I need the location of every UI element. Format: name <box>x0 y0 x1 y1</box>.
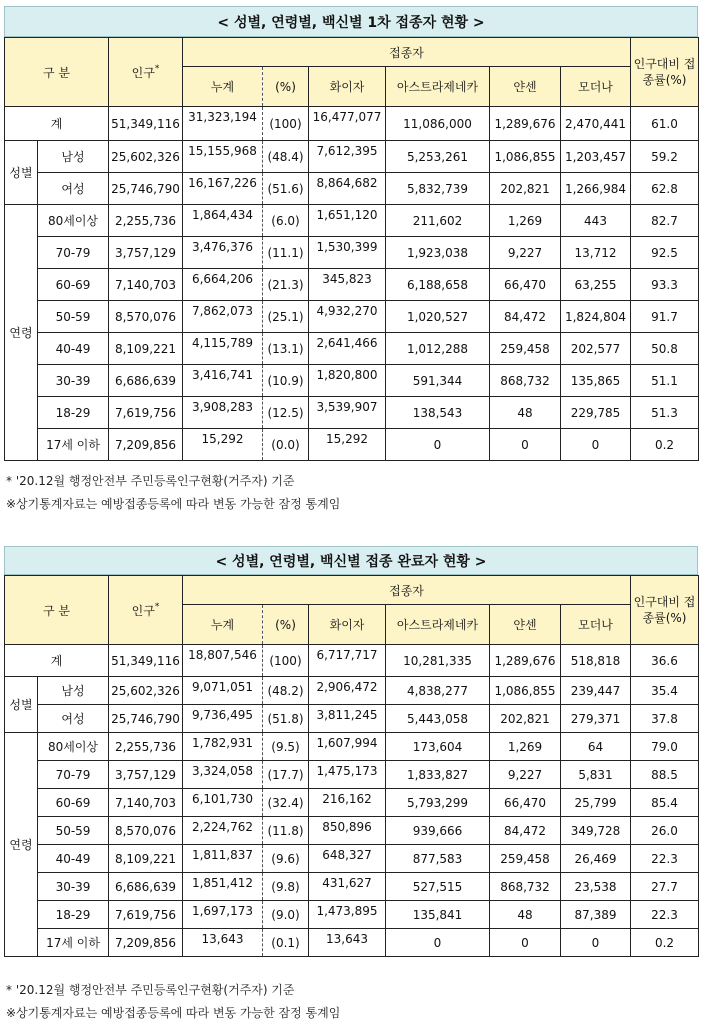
cell-cumulative: 3,476,376 <box>183 237 263 269</box>
row-label: 17세 이하 <box>38 929 109 957</box>
header-population-mark: * <box>154 601 160 612</box>
group-label-age: 연령 <box>5 205 38 461</box>
cell-percent: (11.8) <box>263 817 309 845</box>
table-row-age <box>5 929 699 957</box>
cell-cumulative: 6,664,206 <box>183 269 263 301</box>
cell-janssen: 1,289,676 <box>490 645 561 677</box>
table-row-age <box>5 301 699 333</box>
cell-rate: 27.7 <box>631 873 699 901</box>
table-row-age <box>5 901 699 929</box>
cell-percent: (9.6) <box>263 845 309 873</box>
fully-vaccinated-table-body <box>5 576 699 957</box>
cell-pfizer: 1,607,994 <box>309 733 386 761</box>
cell-astrazeneca: 4,838,277 <box>386 677 490 705</box>
cell-population: 2,255,736 <box>109 205 183 237</box>
cell-cumulative: 9,071,051 <box>183 677 263 705</box>
cell-cumulative: 3,416,741 <box>183 365 263 397</box>
cell-population: 25,746,790 <box>109 705 183 733</box>
first-dose-table-title: < 성별, 연령별, 백신별 1차 접종자 현황 > <box>4 6 698 37</box>
cell-pfizer: 216,162 <box>309 789 386 817</box>
row-label: 60-69 <box>38 269 109 301</box>
cell-moderna: 5,831 <box>561 761 631 789</box>
cell-janssen: 868,732 <box>490 873 561 901</box>
cell-population: 7,209,856 <box>109 429 183 461</box>
cell-population: 7,619,756 <box>109 397 183 429</box>
cell-moderna: 202,577 <box>561 333 631 365</box>
cell-janssen: 48 <box>490 397 561 429</box>
cell-cumulative: 3,324,058 <box>183 761 263 789</box>
row-label: 30-39 <box>38 365 109 397</box>
row-label: 남성 <box>38 677 109 705</box>
cell-rate: 92.5 <box>631 237 699 269</box>
cell-astrazeneca: 0 <box>386 929 490 957</box>
cell-percent: (48.2) <box>263 677 309 705</box>
cell-pfizer: 648,327 <box>309 845 386 873</box>
cell-pfizer: 345,823 <box>309 269 386 301</box>
cell-percent: (17.7) <box>263 761 309 789</box>
cell-astrazeneca: 5,253,261 <box>386 141 490 173</box>
cell-moderna: 443 <box>561 205 631 237</box>
cell-population: 25,602,326 <box>109 141 183 173</box>
row-label: 40-49 <box>38 845 109 873</box>
table-row-age <box>5 397 699 429</box>
cell-astrazeneca: 138,543 <box>386 397 490 429</box>
cell-moderna: 64 <box>561 733 631 761</box>
cell-moderna: 2,470,441 <box>561 107 631 141</box>
cell-moderna: 87,389 <box>561 901 631 929</box>
header-rate: 인구대비 접종률(%) <box>631 38 699 107</box>
header-astrazeneca: 아스트라제네카 <box>386 605 490 645</box>
cell-population: 51,349,116 <box>109 107 183 141</box>
cell-janssen: 0 <box>490 929 561 957</box>
cell-astrazeneca: 877,583 <box>386 845 490 873</box>
cell-population: 6,686,639 <box>109 873 183 901</box>
cell-rate: 22.3 <box>631 901 699 929</box>
cell-population: 7,209,856 <box>109 929 183 957</box>
cell-population: 25,746,790 <box>109 173 183 205</box>
cell-rate: 51.3 <box>631 397 699 429</box>
table-row-age <box>5 789 699 817</box>
cell-astrazeneca: 1,012,288 <box>386 333 490 365</box>
fully-vaccinated-table-title: < 성별, 연령별, 백신별 접종 완료자 현황 > <box>4 546 698 575</box>
cell-moderna: 239,447 <box>561 677 631 705</box>
cell-percent: (13.1) <box>263 333 309 365</box>
row-label: 70-79 <box>38 237 109 269</box>
cell-pfizer: 431,627 <box>309 873 386 901</box>
cell-astrazeneca: 0 <box>386 429 490 461</box>
cell-pfizer: 1,651,120 <box>309 205 386 237</box>
cell-percent: (11.1) <box>263 237 309 269</box>
cell-janssen: 202,821 <box>490 173 561 205</box>
cell-population: 7,140,703 <box>109 789 183 817</box>
cell-cumulative: 7,862,073 <box>183 301 263 333</box>
row-label: 18-29 <box>38 901 109 929</box>
first-dose-note-provisional: ※상기통계자료는 예방접종등록에 따라 변동 가능한 잠정 통계임 <box>6 497 341 511</box>
cell-janssen: 9,227 <box>490 761 561 789</box>
cell-rate: 88.5 <box>631 761 699 789</box>
cell-population: 7,140,703 <box>109 269 183 301</box>
header-janssen: 얀센 <box>490 67 561 107</box>
cell-rate: 22.3 <box>631 845 699 873</box>
cell-rate: 36.6 <box>631 645 699 677</box>
cell-cumulative: 15,155,968 <box>183 141 263 173</box>
cell-janssen: 0 <box>490 429 561 461</box>
cell-rate: 0.2 <box>631 929 699 957</box>
cell-rate: 50.8 <box>631 333 699 365</box>
table-row-age <box>5 365 699 397</box>
row-label: 50-59 <box>38 301 109 333</box>
cell-rate: 62.8 <box>631 173 699 205</box>
cell-janssen: 9,227 <box>490 237 561 269</box>
header-vaccinated: 접종자 <box>183 576 631 605</box>
row-label: 17세 이하 <box>38 429 109 461</box>
cell-percent: (9.8) <box>263 873 309 901</box>
cell-astrazeneca: 5,832,739 <box>386 173 490 205</box>
cell-population: 3,757,129 <box>109 237 183 269</box>
cell-moderna: 135,865 <box>561 365 631 397</box>
cell-percent: (51.6) <box>263 173 309 205</box>
cell-janssen: 48 <box>490 901 561 929</box>
cell-moderna: 23,538 <box>561 873 631 901</box>
cell-population: 8,570,076 <box>109 301 183 333</box>
header-vaccinated: 접종자 <box>183 38 631 67</box>
cell-astrazeneca: 591,344 <box>386 365 490 397</box>
row-label: 40-49 <box>38 333 109 365</box>
row-label: 여성 <box>38 173 109 205</box>
cell-cumulative: 16,167,226 <box>183 173 263 205</box>
cell-population: 3,757,129 <box>109 761 183 789</box>
table-row-age <box>5 733 699 761</box>
cell-rate: 93.3 <box>631 269 699 301</box>
row-label: 18-29 <box>38 397 109 429</box>
header-population-mark: * <box>154 63 160 74</box>
table-row-sex <box>5 677 699 705</box>
table-row-total <box>5 107 699 141</box>
cell-pfizer: 7,612,395 <box>309 141 386 173</box>
cell-moderna: 26,469 <box>561 845 631 873</box>
cell-moderna: 0 <box>561 929 631 957</box>
cell-moderna: 1,266,984 <box>561 173 631 205</box>
header-population-label: 인구 <box>131 65 155 80</box>
cell-astrazeneca: 6,188,658 <box>386 269 490 301</box>
cell-percent: (0.0) <box>263 429 309 461</box>
cell-pfizer: 1,530,399 <box>309 237 386 269</box>
cell-population: 51,349,116 <box>109 645 183 677</box>
cell-moderna: 349,728 <box>561 817 631 845</box>
header-category: 구 분 <box>5 576 109 645</box>
table-row-sex <box>5 141 699 173</box>
cell-astrazeneca: 1,833,827 <box>386 761 490 789</box>
cell-percent: (51.8) <box>263 705 309 733</box>
table-row-age <box>5 205 699 237</box>
header-cumulative: 누계 <box>183 67 263 107</box>
cell-percent: (6.0) <box>263 205 309 237</box>
cell-pfizer: 3,539,907 <box>309 397 386 429</box>
cell-janssen: 868,732 <box>490 365 561 397</box>
cell-pfizer: 16,477,077 <box>309 107 386 141</box>
cell-percent: (10.9) <box>263 365 309 397</box>
cell-cumulative: 3,908,283 <box>183 397 263 429</box>
cell-rate: 0.2 <box>631 429 699 461</box>
table-row-age <box>5 333 699 365</box>
cell-janssen: 1,086,855 <box>490 677 561 705</box>
cell-pfizer: 4,932,270 <box>309 301 386 333</box>
cell-population: 2,255,736 <box>109 733 183 761</box>
cell-moderna: 13,712 <box>561 237 631 269</box>
table-row-sex <box>5 705 699 733</box>
cell-cumulative: 31,323,194 <box>183 107 263 141</box>
header-percent: (%) <box>263 67 309 107</box>
cell-janssen: 66,470 <box>490 269 561 301</box>
cell-cumulative: 6,101,730 <box>183 789 263 817</box>
row-label: 남성 <box>38 141 109 173</box>
cell-percent: (9.5) <box>263 733 309 761</box>
fully-vaccinated-table <box>4 575 699 957</box>
cell-janssen: 1,086,855 <box>490 141 561 173</box>
header-pfizer: 화이자 <box>309 605 386 645</box>
first-dose-table-body <box>5 38 699 461</box>
cell-percent: (12.5) <box>263 397 309 429</box>
row-label-total: 계 <box>5 645 109 677</box>
cell-rate: 59.2 <box>631 141 699 173</box>
cell-pfizer: 13,643 <box>309 929 386 957</box>
cell-population: 6,686,639 <box>109 365 183 397</box>
table-row-age <box>5 269 699 301</box>
cell-astrazeneca: 10,281,335 <box>386 645 490 677</box>
cell-rate: 26.0 <box>631 817 699 845</box>
row-label: 80세이상 <box>38 733 109 761</box>
cell-moderna: 229,785 <box>561 397 631 429</box>
cell-moderna: 63,255 <box>561 269 631 301</box>
cell-moderna: 25,799 <box>561 789 631 817</box>
cell-cumulative: 15,292 <box>183 429 263 461</box>
header-pfizer: 화이자 <box>309 67 386 107</box>
cell-rate: 35.4 <box>631 677 699 705</box>
cell-percent: (100) <box>263 107 309 141</box>
cell-population: 7,619,756 <box>109 901 183 929</box>
cell-astrazeneca: 939,666 <box>386 817 490 845</box>
table-row-age <box>5 873 699 901</box>
cell-cumulative: 1,851,412 <box>183 873 263 901</box>
header-astrazeneca: 아스트라제네카 <box>386 67 490 107</box>
cell-rate: 85.4 <box>631 789 699 817</box>
row-label: 70-79 <box>38 761 109 789</box>
cell-pfizer: 850,896 <box>309 817 386 845</box>
cell-astrazeneca: 1,923,038 <box>386 237 490 269</box>
cell-cumulative: 2,224,762 <box>183 817 263 845</box>
table-row-age <box>5 237 699 269</box>
cell-astrazeneca: 5,793,299 <box>386 789 490 817</box>
first-dose-note-population: * '20.12월 행정안전부 주민등록인구현황(거주자) 기준 <box>6 474 295 488</box>
cell-janssen: 1,269 <box>490 733 561 761</box>
cell-astrazeneca: 211,602 <box>386 205 490 237</box>
group-label-sex: 성별 <box>5 141 38 205</box>
cell-janssen: 84,472 <box>490 301 561 333</box>
header-janssen: 얀센 <box>490 605 561 645</box>
header-category: 구 분 <box>5 38 109 107</box>
cell-pfizer: 15,292 <box>309 429 386 461</box>
table-row-age <box>5 761 699 789</box>
cell-janssen: 202,821 <box>490 705 561 733</box>
row-label: 여성 <box>38 705 109 733</box>
cell-percent: (9.0) <box>263 901 309 929</box>
header-population-label: 인구 <box>131 603 155 618</box>
cell-janssen: 259,458 <box>490 333 561 365</box>
cell-rate: 37.8 <box>631 705 699 733</box>
cell-janssen: 259,458 <box>490 845 561 873</box>
cell-rate: 82.7 <box>631 205 699 237</box>
row-label: 60-69 <box>38 789 109 817</box>
cell-population: 8,109,221 <box>109 333 183 365</box>
cell-percent: (0.1) <box>263 929 309 957</box>
cell-pfizer: 1,473,895 <box>309 901 386 929</box>
cell-rate: 51.1 <box>631 365 699 397</box>
group-label-sex: 성별 <box>5 677 38 733</box>
cell-pfizer: 1,820,800 <box>309 365 386 397</box>
table-row-age <box>5 845 699 873</box>
row-label: 50-59 <box>38 817 109 845</box>
cell-cumulative: 18,807,546 <box>183 645 263 677</box>
cell-cumulative: 4,115,789 <box>183 333 263 365</box>
cell-janssen: 1,289,676 <box>490 107 561 141</box>
cell-astrazeneca: 11,086,000 <box>386 107 490 141</box>
cell-pfizer: 3,811,245 <box>309 705 386 733</box>
cell-moderna: 0 <box>561 429 631 461</box>
row-label: 30-39 <box>38 873 109 901</box>
cell-astrazeneca: 1,020,527 <box>386 301 490 333</box>
fully-vaccinated-note-population: * '20.12월 행정안전부 주민등록인구현황(거주자) 기준 <box>6 983 295 997</box>
cell-population: 8,109,221 <box>109 845 183 873</box>
cell-percent: (100) <box>263 645 309 677</box>
cell-pfizer: 6,717,717 <box>309 645 386 677</box>
cell-astrazeneca: 527,515 <box>386 873 490 901</box>
cell-astrazeneca: 173,604 <box>386 733 490 761</box>
cell-percent: (32.4) <box>263 789 309 817</box>
cell-pfizer: 2,641,466 <box>309 333 386 365</box>
table-row-sex <box>5 173 699 205</box>
first-dose-table <box>4 37 699 461</box>
cell-rate: 91.7 <box>631 301 699 333</box>
header-population <box>109 38 183 107</box>
header-rate: 인구대비 접종률(%) <box>631 576 699 645</box>
cell-pfizer: 8,864,682 <box>309 173 386 205</box>
header-moderna: 모더나 <box>561 67 631 107</box>
cell-percent: (25.1) <box>263 301 309 333</box>
cell-astrazeneca: 5,443,058 <box>386 705 490 733</box>
table-row-age <box>5 817 699 845</box>
table-row-age <box>5 429 699 461</box>
cell-pfizer: 2,906,472 <box>309 677 386 705</box>
fully-vaccinated-note-provisional: ※상기통계자료는 예방접종등록에 따라 변동 가능한 잠정 통계임 <box>6 1006 341 1020</box>
cell-population: 25,602,326 <box>109 677 183 705</box>
cell-cumulative: 1,811,837 <box>183 845 263 873</box>
header-percent: (%) <box>263 605 309 645</box>
table-row-total <box>5 645 699 677</box>
cell-cumulative: 1,782,931 <box>183 733 263 761</box>
row-label: 80세이상 <box>38 205 109 237</box>
cell-cumulative: 1,864,434 <box>183 205 263 237</box>
cell-astrazeneca: 135,841 <box>386 901 490 929</box>
header-cumulative: 누계 <box>183 605 263 645</box>
cell-janssen: 66,470 <box>490 789 561 817</box>
cell-percent: (48.4) <box>263 141 309 173</box>
header-moderna: 모더나 <box>561 605 631 645</box>
cell-moderna: 279,371 <box>561 705 631 733</box>
cell-population: 8,570,076 <box>109 817 183 845</box>
cell-pfizer: 1,475,173 <box>309 761 386 789</box>
cell-cumulative: 13,643 <box>183 929 263 957</box>
header-population <box>109 576 183 645</box>
cell-janssen: 1,269 <box>490 205 561 237</box>
cell-moderna: 1,203,457 <box>561 141 631 173</box>
row-label-total: 계 <box>5 107 109 141</box>
group-label-age: 연령 <box>5 733 38 957</box>
cell-percent: (21.3) <box>263 269 309 301</box>
cell-moderna: 1,824,804 <box>561 301 631 333</box>
cell-janssen: 84,472 <box>490 817 561 845</box>
cell-cumulative: 1,697,173 <box>183 901 263 929</box>
cell-rate: 79.0 <box>631 733 699 761</box>
cell-rate: 61.0 <box>631 107 699 141</box>
cell-cumulative: 9,736,495 <box>183 705 263 733</box>
cell-moderna: 518,818 <box>561 645 631 677</box>
